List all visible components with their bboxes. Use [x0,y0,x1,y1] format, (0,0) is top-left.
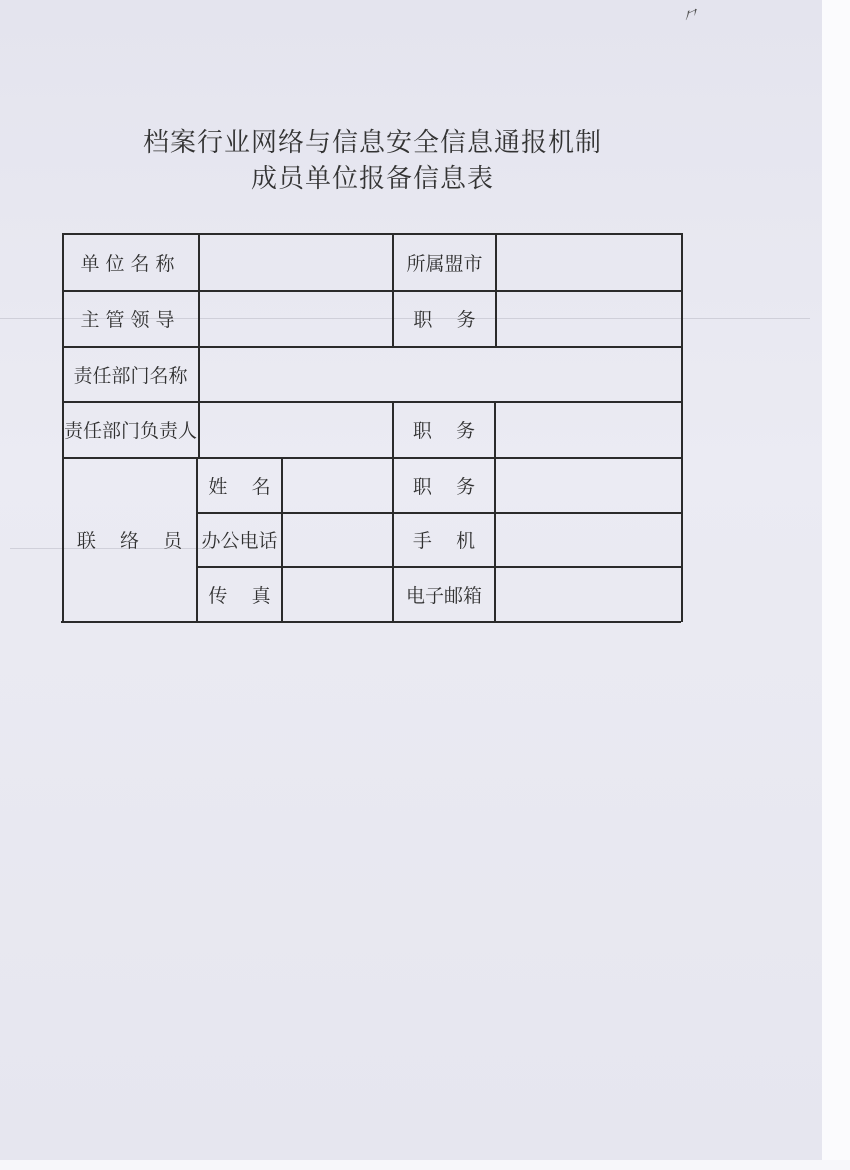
liaison-name-field[interactable] [283,458,392,512]
liaison-position-field[interactable] [496,458,681,512]
liaison-group-label: 联 络 员 [76,530,183,552]
liaison-fax-field[interactable] [283,567,392,621]
liaison-mobile-label: 手 机 [412,530,476,552]
table-border [61,621,681,623]
unit-name-label: 单位名称 [80,252,181,275]
document-title: 档案行业网络与信息安全信息通报机制 [142,128,602,158]
supervising-leader-field[interactable] [200,291,392,346]
leader-position-field[interactable] [497,291,681,346]
supervising-leader-label: 主管领导 [80,309,181,331]
league-city-label: 所属盟市 [406,252,483,275]
liaison-mobile-field[interactable] [496,513,681,566]
document-subtitle: 成员单位报备信息表 [250,164,494,194]
dept-head-position-label: 职 务 [412,420,476,442]
league-city-field[interactable] [497,234,681,290]
responsible-dept-name-field[interactable] [200,347,681,401]
table-border [681,233,683,622]
dept-head-position-field[interactable] [496,402,681,457]
unit-name-field[interactable] [200,234,392,290]
scan-artifact-mark: ⺈ [681,5,707,32]
dept-head-field[interactable] [200,402,392,457]
liaison-email-label: 电子邮箱 [405,584,482,607]
liaison-office-phone-label: 办公电话 [201,530,278,552]
liaison-position-label: 职 务 [412,475,476,498]
leader-position-label: 职 务 [413,309,476,331]
dept-head-label: 责任部门负责人 [63,420,197,442]
liaison-fax-label: 传 真 [208,584,271,607]
liaison-name-label: 姓 名 [208,475,271,498]
responsible-dept-name-label: 责任部门名称 [73,364,188,387]
liaison-email-field[interactable] [496,567,681,621]
liaison-office-phone-field[interactable] [283,513,392,566]
